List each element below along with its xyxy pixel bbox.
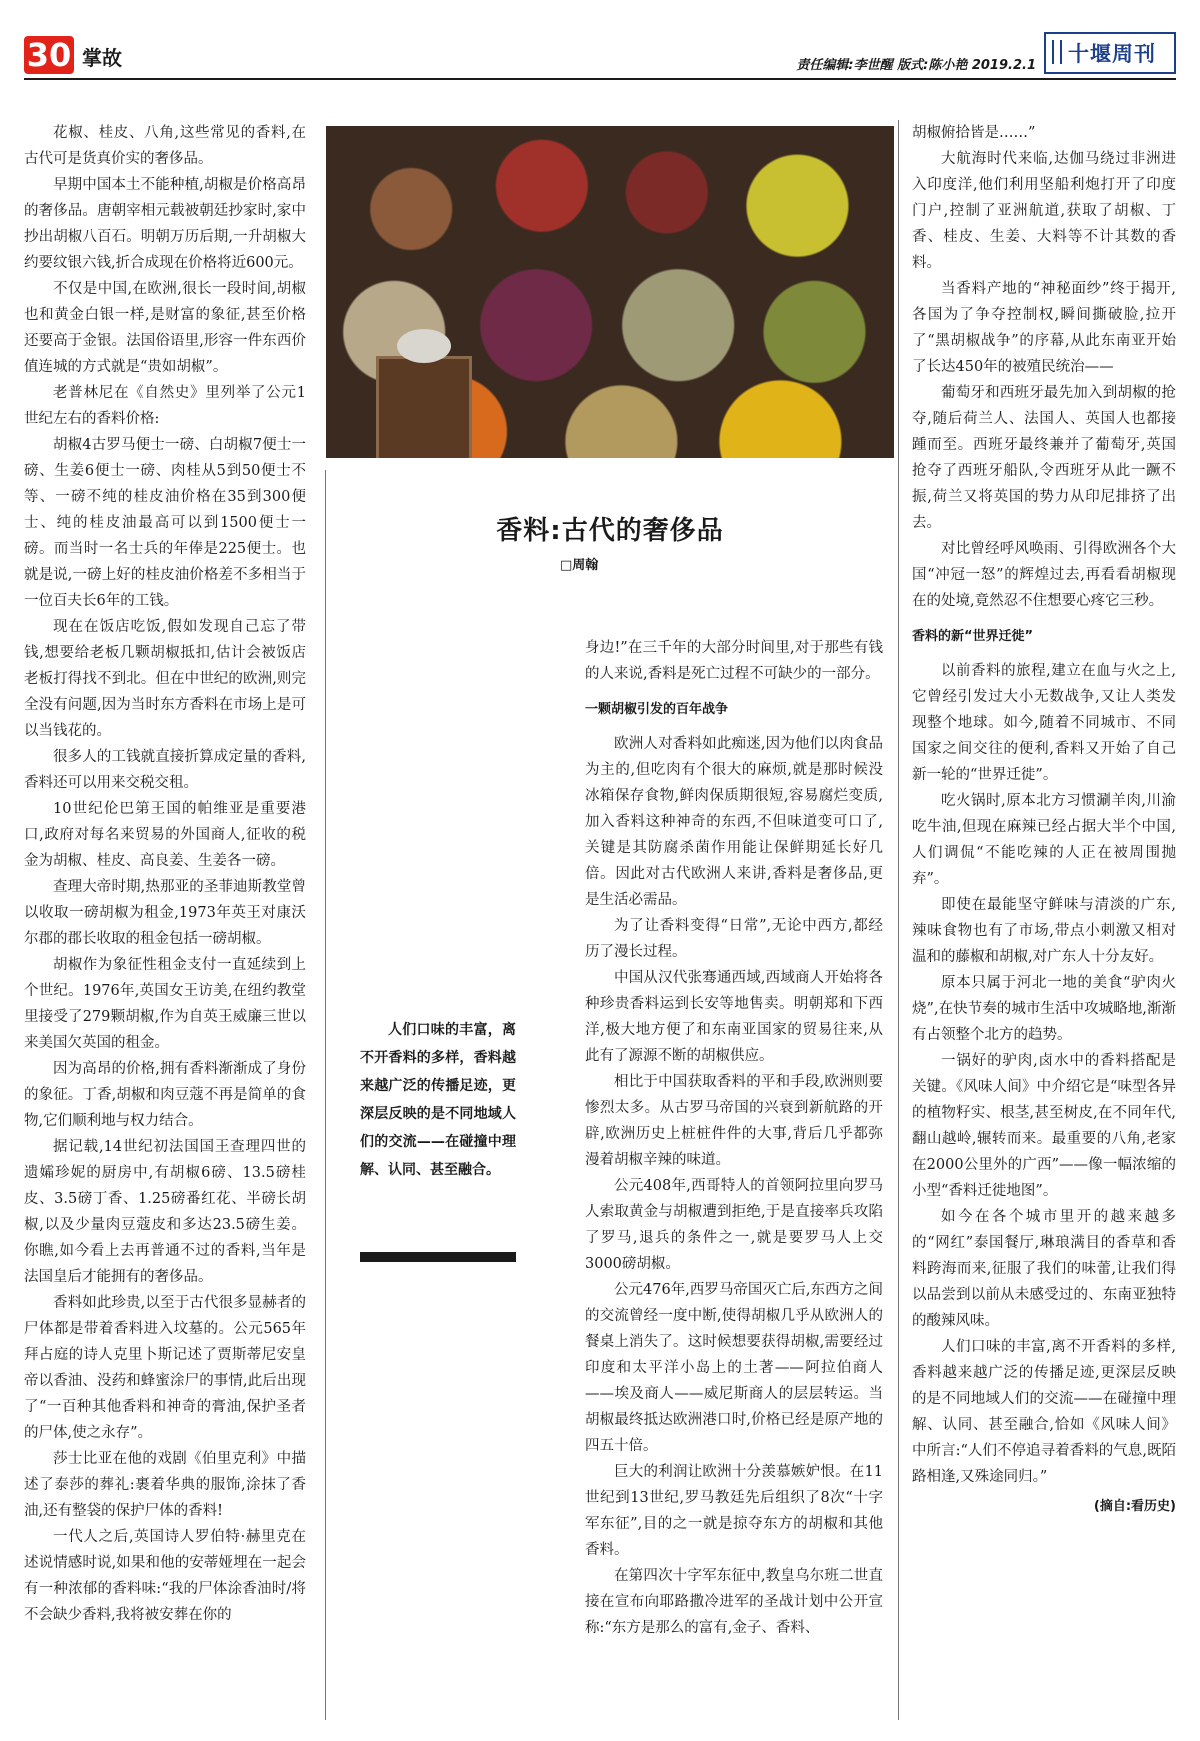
pull-quote-text: 人们口味的丰富，离不开香料的多样，香料越来越广泛的传播足迹，更深层反映的是不同地域人们的交流——在碰撞中理解、认同、甚至融合。 [360,1022,516,1178]
masthead-logo [1044,32,1176,74]
section-heading: 一颗胡椒引发的百年战争 [585,702,729,717]
section-heading: 香料的新“世界迁徙” [912,629,1034,644]
paragraph: 葡萄牙和西班牙最先加入到胡椒的抢夺,随后荷兰人、法国人、英国人也都接踵而至。西班牙最终兼并了葡萄牙,英国抢夺了西班牙船队,令西班牙从此一蹶不振,荷兰又将英国的势力从印尼排挤了出去。 [912,385,1176,531]
paragraph: 据记载,14世纪初法国国王查理四世的遗孀珍妮的厨房中,有胡椒6磅、13.5磅桂皮、3.5磅丁香、1.25磅番红花、半磅长胡椒,以及少量肉豆蔻皮和多达23.5磅生姜。你瞧,如今看上去再普通不过的香料,当年是法国皇后才能拥有的奢侈品。 [24,1139,306,1285]
paragraph: 身边!”在三千年的大部分时间里,对于那些有钱的人来说,香料是死亡过程不可缺少的一部分。 [585,640,883,682]
paragraph: 为了让香料变得“日常”,无论中西方,都经历了漫长过程。 [585,918,883,960]
paragraph: 欧洲人对香料如此痴迷,因为他们以肉食品为主的,但吃肉有个很大的麻烦,就是那时候没冰箱保存食物,鲜肉保质期很短,容易腐烂变质,加入香料这种神奇的东西,不但味道变可口了,关键是其防腐杀菌作用能让保鲜期延长好几倍。因此对古代欧洲人来讲,香料是奢侈品,更是生活必需品。 [585,736,883,908]
incense-bowl-image [397,329,451,363]
paragraph: 相比于中国获取香料的平和手段,欧洲则要惨烈太多。从古罗马帝国的兴衰到新航路的开辟,欧洲历史上桩桩件件的大事,背后几乎都弥漫着胡椒辛辣的味道。 [585,1074,883,1168]
header-divider [24,78,1176,80]
article-title: 香料:古代的奢侈品 [496,516,724,546]
paragraph: 对比曾经呼风唤雨、引得欧洲各个大国“冲冠一怒”的辉煌过去,再看看胡椒现在的处境,竟然忍不住想要心疼它三秒。 [912,541,1176,609]
paragraph: 大航海时代来临,达伽马绕过非洲进入印度洋,他们利用坚船利炮打开了印度门户,控制了亚洲航道,获取了胡椒、丁香、桂皮、生姜、大料等不计其数的香料。 [912,151,1176,271]
paragraph: 吃火锅时,原本北方习惯涮羊肉,川渝吃牛油,但现在麻辣已经占据大半个中国,人们调侃“不能吃辣的人正在被周围抛弃”。 [912,793,1176,887]
paragraph: 因为高昂的价格,拥有香料渐渐成了身份的象征。丁香,胡椒和肉豆蔻不再是简单的食物,它们顺利地与权力结合。 [24,1061,306,1129]
paragraph: 胡椒4古罗马便士一磅、白胡椒7便士一磅、生姜6便士一磅、肉桂从5到50便士不等、一磅不纯的桂皮油价格在35到300便士、纯的桂皮油最高可以到1500便士一磅。而当时一名士兵的年俸是225便士。也就是说,一磅上好的桂皮油价格差不多相当于一位百夫长6年的工钱。 [24,437,306,609]
paragraph: 以前香料的旅程,建立在血与火之上,它曾经引发过大小无数战争,又让人类发现整个地球。如今,随着不同城市、不同国家之间交往的便利,香料又开始了自己新一轮的“世界迁徙”。 [912,663,1176,783]
page-header [24,32,1176,80]
masthead-name: 十堰周刊 [1068,42,1156,66]
paragraph: 不仅是中国,在欧洲,很长一段时间,胡椒也和黄金白银一样,是财富的象征,甚至价格还要高于金银。法国俗语里,形容一件东西价值连城的方式就是“贵如胡椒”。 [24,281,306,375]
paragraph: 一锅好的驴肉,卤水中的香料搭配是关键。《风味人间》中介绍它是“味型各异的植物籽实、根茎,甚至树皮,在不同年代,翻山越岭,辗转而来。最重要的八角,老家在2000公里外的广西”——像一幅浓缩的小型“香料迁徙地图”。 [912,1053,1176,1199]
paragraph: 查理大帝时期,热那亚的圣菲迪斯教堂曾以收取一磅胡椒为租金,1973年英王对康沃尔郡的郡长收取的租金包括一磅胡椒。 [24,879,306,947]
paragraph: 中国从汉代张骞通西域,西域商人开始将各种珍贵香料运到长安等地售卖。明朝郑和下西洋,极大地方便了和东南亚国家的贸易往来,从此有了源源不断的胡椒供应。 [585,970,883,1064]
paragraph: 胡椒俯拾皆是……” [912,125,1036,141]
pull-quote-bar [360,1252,516,1262]
paragraph: 早期中国本土不能种植,胡椒是价格高昂的奢侈品。唐朝宰相元载被朝廷抄家时,家中抄出胡椒八百石。明朝万历后期,一升胡椒大约要纹银六钱,折合成现在价格将近600元。 [24,177,306,271]
incense-burner-image [376,356,472,458]
article-column-1 [24,120,306,1628]
pull-quote [360,1016,516,1184]
paragraph: 老普林尼在《自然史》里列举了公元1世纪左右的香料价格: [24,385,306,427]
article-column-2 [585,635,883,1641]
paragraph: 公元408年,西哥特人的首领阿拉里向罗马人索取黄金与胡椒遭到拒绝,于是直接率兵攻陷了罗马,退兵的条件之一,就是要罗马人上交3000磅胡椒。 [585,1178,883,1272]
article-column-3 [912,120,1176,1520]
paragraph: 很多人的工钱就直接折算成定量的香料,香料还可以用来交税交租。 [24,749,306,791]
paragraph: 现在在饭店吃饭,假如发现自己忘了带钱,想要给老板几颗胡椒抵扣,估计会被饭店老板打得找不到北。但在中世纪的欧洲,则完全没有问题,因为当时东方香料在市场上是可以当钱花的。 [24,619,306,739]
source-credit: (摘自:看历史) [1093,1499,1176,1514]
section-title: 掌故 [82,46,122,70]
paragraph: 胡椒作为象征性租金支付一直延续到上个世纪。1976年,英国女王访美,在纽约教堂里接受了279颗胡椒,作为自英王威廉三世以来美国欠英国的租金。 [24,957,306,1051]
page-number: 30 [24,36,74,74]
article-author: □周翰 [560,558,599,573]
paragraph: 一代人之后,英国诗人罗伯特·赫里克在述说情感时说,如果和他的安蒂娅埋在一起会有一种浓郁的香料味:“我的尸体涂香油时/将不会缺少香料,我将被安葬在你的 [24,1529,306,1623]
column-divider [325,470,326,1720]
paragraph: 10世纪伦巴第王国的帕维亚是重要港口,政府对每名来贸易的外国商人,征收的税金为胡椒、桂皮、高良姜、生姜各一磅。 [24,801,306,869]
spice-market-photo [326,126,894,458]
paragraph: 香料如此珍贵,以至于古代很多显赫者的尸体都是带着香料进入坟墓的。公元565年拜占庭的诗人克里卜斯记述了贾斯蒂尼安皇帝以香油、没药和蜂蜜涂尸的事情,此后出现了“一百种其他香料和神奇的膏油,保护圣者的尸体,使之永存”。 [24,1295,306,1441]
paragraph: 人们口味的丰富,离不开香料的多样,香料越来越广泛的传播足迹,更深层反映的是不同地域人们的交流——在碰撞中理解、认同、甚至融合,恰如《风味人间》中所言:“人们不停追寻着香料的气息,既陌路相逢,又殊途同归。” [912,1339,1176,1485]
column-divider [898,120,899,1720]
paragraph: 即使在最能坚守鲜味与清淡的广东,辣味食物也有了市场,带点小刺激又相对温和的藤椒和胡椒,对广东人十分友好。 [912,897,1176,965]
editor-credits: 责任编辑:李世醒 版式:陈小艳 2019.2.1 [796,58,1036,73]
paragraph: 公元476年,西罗马帝国灭亡后,东西方之间的交流曾经一度中断,使得胡椒几乎从欧洲人的餐桌上消失了。这时候想要获得胡椒,需要经过印度和太平洋小岛上的土著——阿拉伯商人——埃及商人——威尼斯商人的层层转运。当胡椒最终抵达欧洲港口时,价格已经是原产地的四五十倍。 [585,1282,883,1454]
paragraph: 当香料产地的“神秘面纱”终于揭开,各国为了争夺控制权,瞬间撕破脸,拉开了“黑胡椒战争”的序幕,从此东南亚开始了长达450年的被殖民统治—— [912,281,1176,375]
paragraph: 原本只属于河北一地的美食“驴肉火烧”,在快节奏的城市生活中攻城略地,渐渐有占领整个北方的趋势。 [912,975,1176,1043]
paragraph: 花椒、桂皮、八角,这些常见的香料,在古代可是货真价实的奢侈品。 [24,125,306,167]
paragraph: 巨大的利润让欧洲十分羡慕嫉妒恨。在11世纪到13世纪,罗马教廷先后组织了8次“十字军东征”,目的之一就是掠夺东方的胡椒和其他香料。 [585,1464,883,1558]
masthead-mark-icon [1052,40,1062,64]
paragraph: 莎士比亚在他的戏剧《伯里克利》中描述了泰莎的葬礼:裹着华典的服饰,涂抹了香油,还有整袋的保护尸体的香料! [24,1451,306,1519]
paragraph: 在第四次十字军东征中,教皇乌尔班二世直接在宣布向耶路撒冷进军的圣战计划中公开宣称:“东方是那么的富有,金子、香料、 [585,1568,883,1636]
paragraph: 如今在各个城市里开的越来越多的“网红”泰国餐厅,琳琅满目的香草和香料跨海而来,征服了我们的味蕾,让我们得以品尝到以前从未感受过的、东南亚独特的酸辣风味。 [912,1209,1176,1329]
